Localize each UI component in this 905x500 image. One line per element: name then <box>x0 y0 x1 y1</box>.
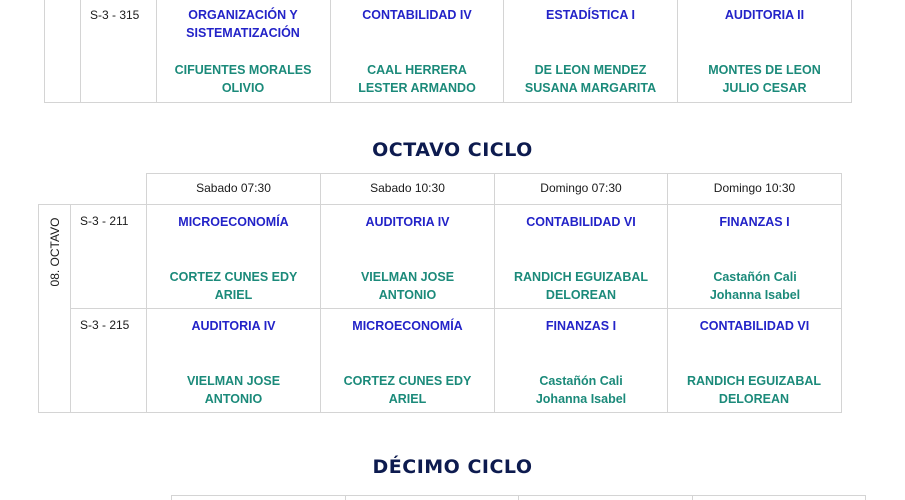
subject-cell: CONTABILIDAD VI <box>699 319 810 333</box>
professor-cell: RANDICH EGUIZABAL DELOREAN <box>513 270 649 302</box>
professor-cell: RANDICH EGUIZABAL DELOREAN <box>686 374 822 406</box>
cycle-title: DÉCIMO CICLO <box>372 456 533 478</box>
room-label: S-3 - 215 <box>80 318 130 332</box>
room-label: S-3 - 211 <box>80 214 129 228</box>
subject-cell: AUDITORIA IV <box>191 319 276 333</box>
column-header: Sabado 10:30 <box>370 181 445 195</box>
professor-cell: CAAL HERRERA LESTER ARMANDO <box>358 63 476 95</box>
professor-cell: DE LEON MENDEZ SUSANA MARGARITA <box>524 63 657 95</box>
professor-cell: VIELMAN JOSE ANTONIO <box>186 374 281 406</box>
subject-cell: AUDITORIA IV <box>365 215 450 229</box>
professor-cell: Castañón Cali Johanna Isabel <box>709 270 801 302</box>
subject-cell: MICROECONOMÍA <box>178 215 289 229</box>
professor-cell: MONTES DE LEON JULIO CESAR <box>708 63 821 95</box>
professor-cell: VIELMAN JOSE ANTONIO <box>360 270 455 302</box>
professor-cell: CORTEZ CUNES EDY ARIEL <box>343 374 472 406</box>
column-header: Domingo 07:30 <box>540 181 622 195</box>
professor-cell: Castañón Cali Johanna Isabel <box>535 374 627 406</box>
cycle-title: OCTAVO CICLO <box>372 139 533 161</box>
group-label: 08. OCTAVO <box>48 217 62 287</box>
subject-cell: AUDITORIA II <box>724 8 805 22</box>
subject-cell: ESTADÍSTICA I <box>546 8 635 22</box>
subject-cell: FINANZAS I <box>719 215 790 229</box>
column-header: Domingo 10:30 <box>713 181 796 195</box>
subject-cell: CONTABILIDAD IV <box>362 8 472 22</box>
subject-cell: CONTABILIDAD VI <box>526 215 636 229</box>
subject-cell: FINANZAS I <box>545 319 617 333</box>
column-header: Sabado 07:30 <box>196 181 271 195</box>
professor-cell: CORTEZ CUNES EDY ARIEL <box>169 270 298 302</box>
subject-cell: MICROECONOMÍA <box>352 319 463 333</box>
subject-cell: ORGANIZACIÓN Y SISTEMATIZACIÓN <box>186 8 300 40</box>
professor-cell: CIFUENTES MORALES OLIVIO <box>174 63 312 95</box>
room-label: S-3 - 315 <box>90 8 140 22</box>
